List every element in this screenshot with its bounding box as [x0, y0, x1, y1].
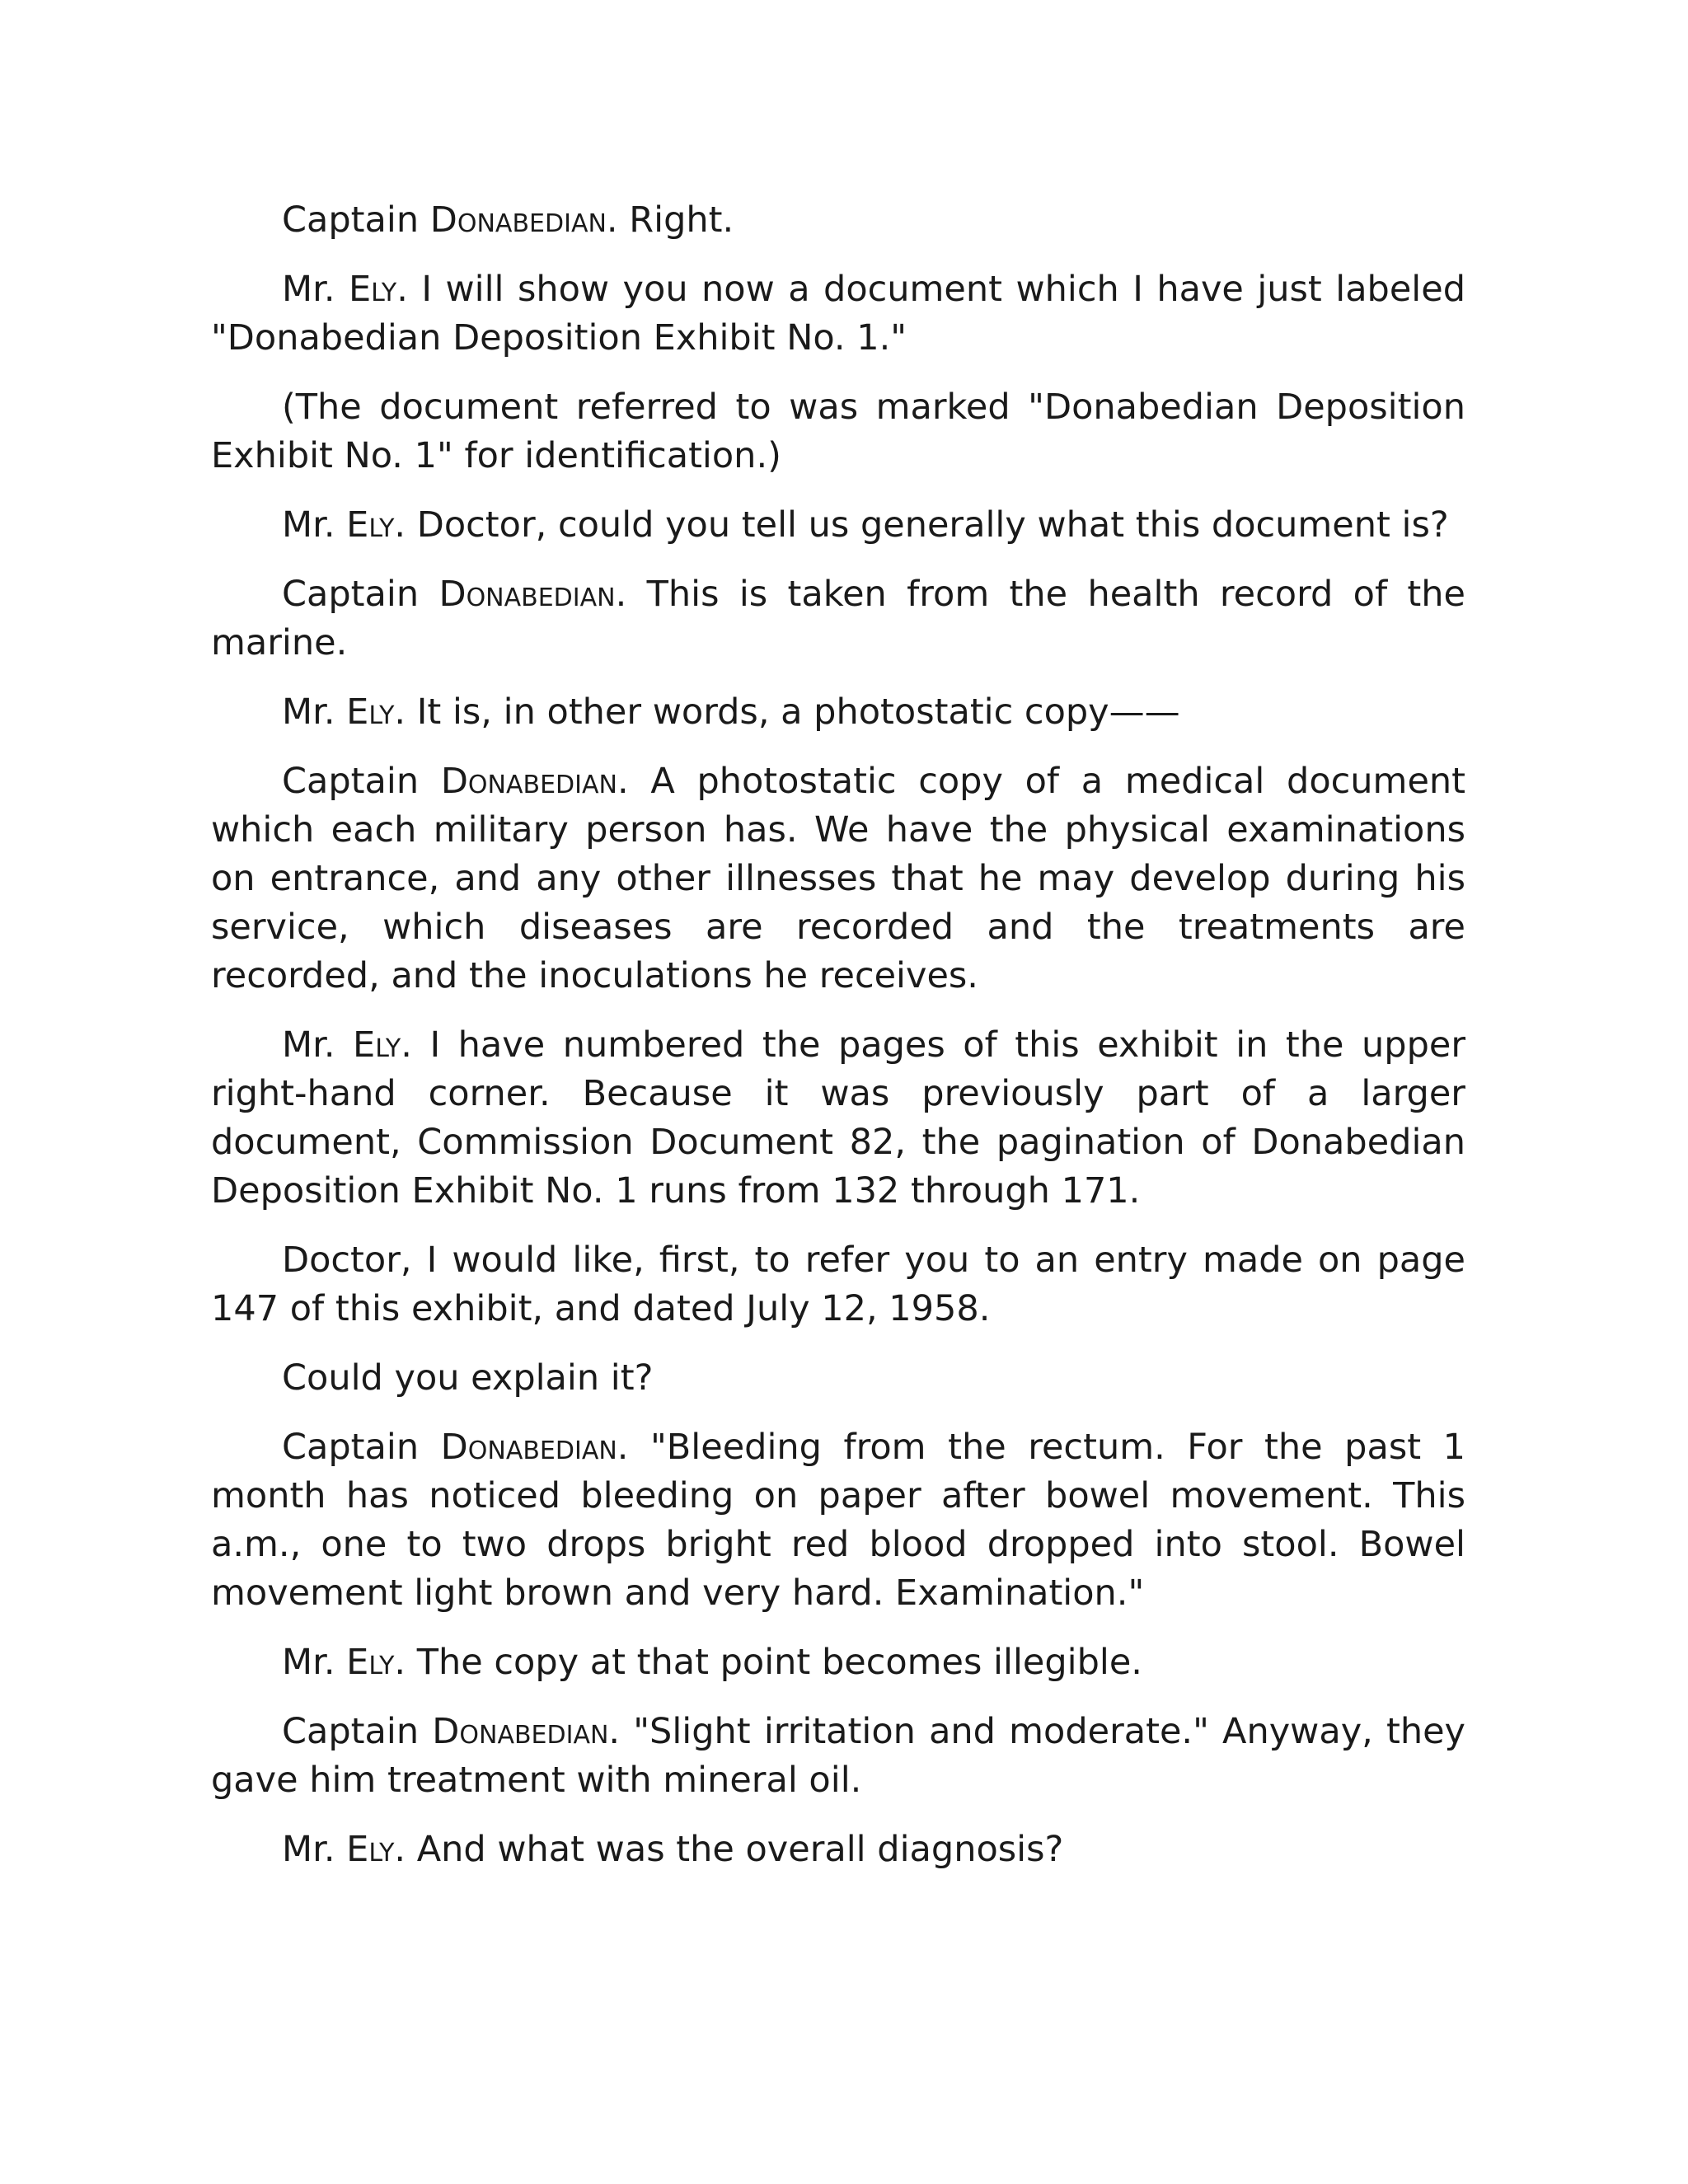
paragraph: (The document referred to was marked "Donabedian Deposition Exhibit No. 1" for identification.) [211, 387, 1465, 476]
paragraph: Could you explain it? [282, 1357, 654, 1399]
paragraph: Captain Donabedian. A photostatic copy of a medical document which each military person has. We have the physical examinations on entrance, and any other illnesses that he may develop during his service, which diseases are recorded and the treatments are recorded, and the inoculations he receives. [211, 761, 1466, 996]
paragraph: Doctor, I would like, first, to refer you to an entry made on page 147 of this exhibit, and dated July 12, 1958. [211, 1240, 1465, 1329]
speaker-name: Ely [353, 1024, 401, 1066]
speaker-name: Ely [346, 691, 395, 733]
paragraph: Mr. Ely. Doctor, could you tell us generally what this document is? [282, 504, 1449, 546]
speaker-name: Ely [346, 1642, 395, 1683]
speaker-name: Donabedian [432, 1711, 609, 1752]
speaker-name: Donabedian [440, 1427, 617, 1468]
speaker-name: Ely [346, 504, 395, 546]
paragraph: Captain Donabedian. "Bleeding from the rectum. For the past 1 month has noticed bleeding on paper after bowel movement. This a.m., one to two drops bright red blood dropped into stool. Bowel movement light brown and very hard. Examination." [211, 1427, 1465, 1614]
transcript-page [211, 196, 1465, 1895]
paragraph: Mr. Ely. I have numbered the pages of this exhibit in the upper right-hand corner. Because it was previously part of a larger document, Commission Document 82, the pagination of Donabedian Deposition Exhibit No. 1 runs from 132 through 171. [211, 1024, 1465, 1212]
speaker-name: Ely [348, 269, 397, 310]
speaker-name: Donabedian [440, 761, 617, 802]
paragraph: Mr. Ely. It is, in other words, a photostatic copy—— [282, 691, 1180, 733]
paragraph: Captain Donabedian. "Slight irritation and moderate." Anyway, they gave him treatment with mineral oil. [211, 1711, 1466, 1801]
paragraph: Mr. Ely. I will show you now a document which I have just labeled "Donabedian Deposition Exhibit No. 1." [211, 269, 1465, 359]
speaker-name: Donabedian [438, 574, 616, 615]
paragraph: Captain Donabedian. This is taken from the health record of the marine. [211, 574, 1465, 663]
speaker-name: Donabedian [429, 199, 607, 241]
paragraph: Mr. Ely. The copy at that point becomes illegible. [282, 1642, 1142, 1683]
paragraph: Captain Donabedian. Right. [282, 199, 734, 241]
speaker-name: Ely [346, 1829, 395, 1870]
paragraph: Mr. Ely. And what was the overall diagnosis? [282, 1829, 1064, 1870]
